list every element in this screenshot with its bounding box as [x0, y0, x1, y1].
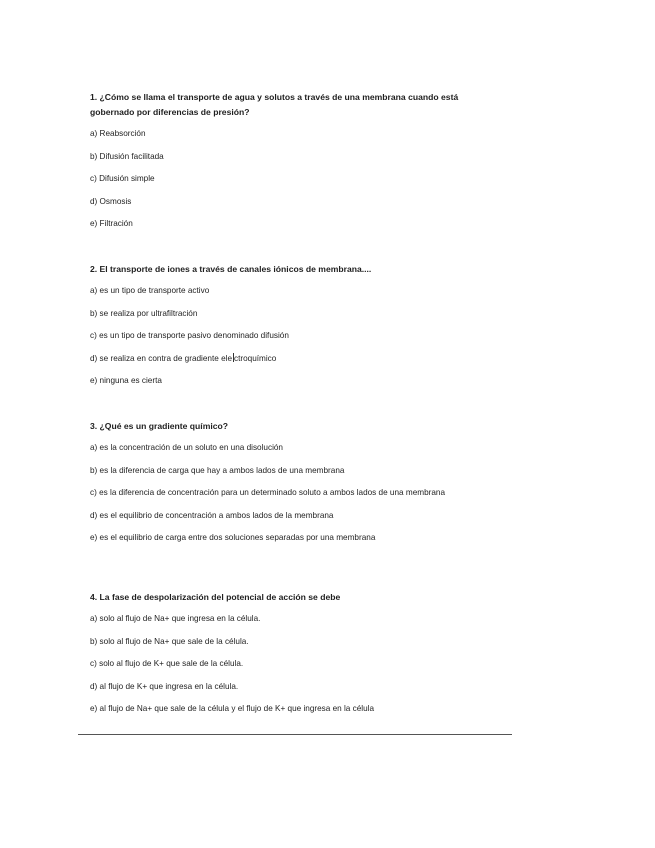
question-1-option-c: c) Difusión simple	[90, 174, 155, 183]
question-2-option-e: e) ninguna es cierta	[90, 376, 162, 385]
question-2	[90, 262, 500, 397]
question-3	[90, 419, 500, 554]
question-1-option-b: b) Difusión facilitada	[90, 151, 164, 161]
question-2-option-b: b) se realiza por ultrafiltración	[90, 308, 198, 318]
question-3-title: 3. ¿Qué es un gradiente químico?	[90, 421, 228, 431]
question-2-option-d	[90, 352, 500, 366]
question-4-option-d: d) al flujo de K+ que ingresa en la célula.	[90, 681, 239, 691]
question-2-option-d-part-2: ctroquímico	[234, 353, 277, 363]
question-4-option-e: e) al flujo de Na+ que sale de la célula y el flujo de K+ que ingresa en la célula	[90, 704, 375, 713]
question-1-title: 1. ¿Cómo se llama el transporte de agua y solutos a través de una membrana cuando está gobernado por diferencias de presión?	[90, 92, 459, 117]
question-1-option-a: a) Reabsorción	[90, 129, 146, 138]
question-4-title: 4. La fase de despolarización del potencial de acción se debe	[90, 592, 341, 602]
question-4-option-c: c) solo al flujo de K+ que sale de la célula.	[90, 659, 244, 668]
question-4	[90, 590, 500, 725]
question-3-option-a: a) es la concentración de un soluto en una disolución	[90, 443, 283, 452]
question-4-option-b: b) solo al flujo de Na+ que sale de la célula.	[90, 636, 249, 646]
question-1-option-d: d) Osmosis	[90, 196, 132, 206]
question-4-option-a: a) solo al flujo de Na+ que ingresa en la célula.	[90, 614, 261, 623]
question-3-option-e: e) es el equilibrio de carga entre dos soluciones separadas por una membrana	[90, 533, 376, 542]
question-3-option-d: d) es el equilibrio de concentración a ambos lados de la membrana	[90, 510, 334, 520]
question-3-option-c: c) es la diferencia de concentración para un determinado soluto a ambos lados de una membrana	[90, 488, 446, 497]
question-1-option-e: e) Filtración	[90, 219, 133, 228]
question-2-option-a: a) es un tipo de transporte activo	[90, 286, 210, 295]
question-2-option-c: c) es un tipo de transporte pasivo denominado difusión	[90, 331, 289, 340]
question-3-option-b: b) es la diferencia de carga que hay a ambos lados de una membrana	[90, 465, 345, 475]
horizontal-divider	[78, 734, 512, 735]
question-2-title: 2. El transporte de iones a través de canales iónicos de membrana....	[90, 264, 372, 274]
question-2-option-d-part-1: d) se realiza en contra de gradiente ele	[90, 353, 233, 363]
question-1	[90, 90, 500, 240]
